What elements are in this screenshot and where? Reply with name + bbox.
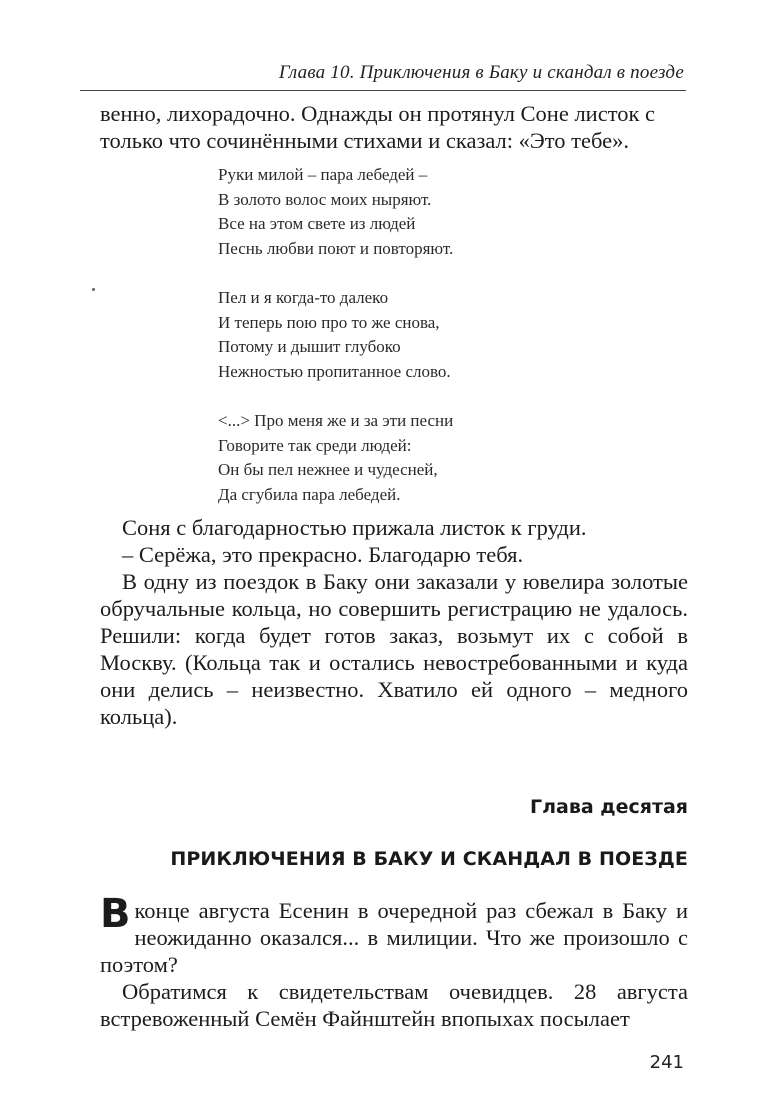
poem-line: Говорите так среди людей: [218,435,412,455]
running-header-text: Глава 10. Приключения в Баку и скандал в поезде [278,62,684,83]
poem-line: Песнь любви поют и повторяют. [218,238,454,258]
poem-stanza [218,163,453,261]
chapter-first-paragraph [100,891,688,978]
opening-paragraph [100,100,688,154]
poem [218,163,453,532]
poem-line: Нежностью пропитанное слово. [218,361,451,381]
poem-line: В золото волос моих ныряют. [218,189,432,209]
poem-line: Он бы пел нежнее и чудесней, [218,460,438,479]
paragraph: В одну из поездок в Баку они заказали у ювелира золотые обручальные кольца, но совершить регистрацию не удалось. Решили: когда будет готов заказ, возьмут их с собой в Москву. (Кольца так и остались невостребованными и куда они делись – неизвестно. Хватило ей одного – медного кольца). [100,569,688,729]
poem-stanza [218,409,453,507]
chapter-label: Глава десятая [529,796,688,818]
page-number: 241 [649,1052,684,1073]
chapter-title: ПРИКЛЮЧЕНИЯ В БАКУ И СКАНДАЛ В ПОЕЗДЕ [170,848,688,870]
chapter-body [100,891,688,1032]
poem-stanza [218,286,453,384]
chapter-first-paragraph-text: конце августа Есенин в очередной раз сбежал в Баку и неожиданно оказался... в милиции. Что же произошло с поэтом? [100,898,688,977]
running-header [80,52,686,91]
paragraph: Соня с благодарностью прижала листок к груди. [122,515,587,540]
poem-line: Пел и я когда-то далеко [218,288,389,307]
poem-line: Руки милой – пара лебедей – [218,165,428,184]
poem-line: И теперь пою про то же снова, [218,312,440,332]
paragraph: Обратимся к свидетельствам очевидцев. 28 августа встревоженный Семён Файнштейн впопыхах посылает [100,979,688,1031]
print-speck [92,288,95,291]
drop-cap: В [100,891,131,937]
poem-line: <...> Про меня же и за эти песни [218,411,454,430]
poem-line: Потому и дышит глубоко [218,337,401,356]
dialogue-line: – Серёжа, это прекрасно. Благодарю тебя. [122,542,524,567]
poem-line: Да сгубила пара лебедей. [218,484,401,504]
opening-line: венно, лихорадочно. Однажды он протянул Соне листок с [100,101,656,126]
after-poem-text [100,514,688,730]
opening-line: только что сочинёнными стихами и сказал: «Это тебе». [100,128,629,153]
poem-line: Все на этом свете из людей [218,214,416,233]
